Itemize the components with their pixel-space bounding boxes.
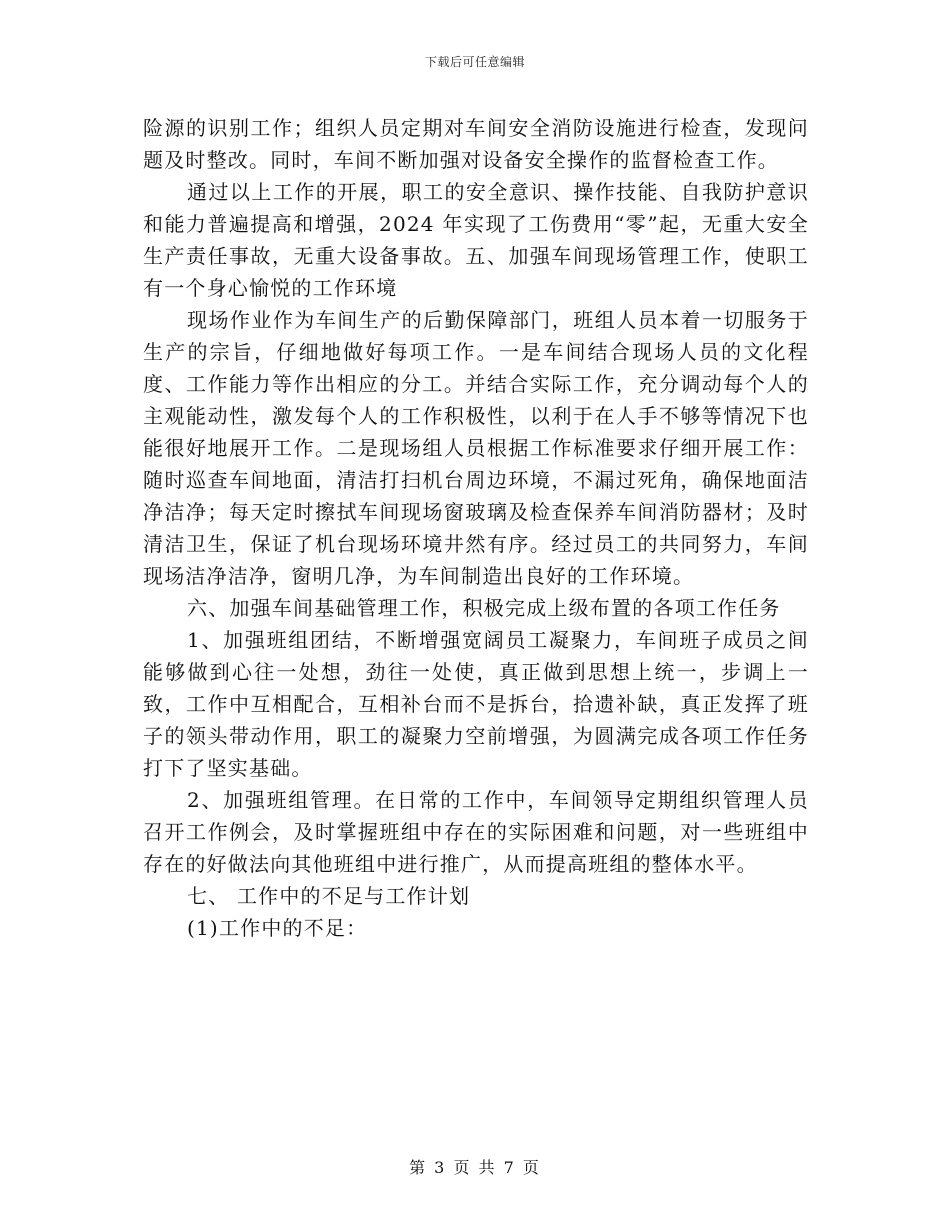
text-line: 任务打下了坚实基础。 bbox=[143, 724, 809, 780]
paragraph-p8 bbox=[143, 912, 809, 944]
text-line: (1)工作中的不足： bbox=[187, 916, 368, 940]
text-line: 召开工作例会，及时掌握班组中存在的实际困难和问题，对一些班组 bbox=[143, 820, 788, 844]
text-line: 六、加强车间基础管理工作，积极完成上级布置的各项工作任务 bbox=[187, 596, 781, 620]
paragraph-p1 bbox=[143, 112, 809, 176]
document-body bbox=[143, 112, 809, 944]
text-line: 问题及时整改。同时，车间不断加强对设备安全操作的监督检查工作。 bbox=[143, 116, 809, 172]
text-line: 现场作业作为车间生产的后勤保障部门，班组人员本着一切服务 bbox=[187, 308, 788, 332]
text-line: 使职工有一个身心愉悦的工作环境 bbox=[143, 244, 809, 300]
text-line: 1、加强班组团结，不断增强宽阔员工凝聚力，车间班子成员之间 bbox=[187, 628, 809, 652]
paragraph-p6 bbox=[143, 784, 809, 880]
paragraph-p4 bbox=[143, 592, 809, 624]
text-line: 中存在的好做法向其他班组中进行推广，从而提高班组的整体水平。 bbox=[143, 820, 809, 876]
text-line: 程度、工作能力等作出相应的分工。并结合实际工作，充分调动每个 bbox=[143, 340, 809, 396]
text-line: 七、 工作中的不足与工作计划 bbox=[187, 884, 471, 908]
text-line: 展工作：随时巡查车间地面，清洁打扫机台周边环境，不漏过死角， bbox=[143, 436, 809, 492]
paragraph-p3 bbox=[143, 304, 809, 592]
text-line: 于生产的宗旨，仔细地做好每项工作。一是车间结合现场人员的文化 bbox=[143, 308, 809, 364]
text-line: 共同努力，车间现场洁净洁净，窗明几净，为车间制造出良好的工作 bbox=[143, 532, 809, 588]
text-line: 安全生产责任事故，无重大设备事故。五、加强车间现场管理工作， bbox=[143, 212, 810, 268]
text-line: 人的主观能动性，激发每个人的工作积极性，以利于在人手不够等情 bbox=[143, 372, 809, 428]
paragraph-p2 bbox=[143, 176, 809, 304]
text-line: 险源的识别工作；组织人员定期对车间安全消防设施进行检查，发现 bbox=[143, 116, 788, 140]
text-line: 况下也能很好地展开工作。二是现场组人员根据工作标准要求仔细开 bbox=[143, 404, 809, 460]
text-line: 识和能力普遍提高和增强，2024 年实现了工伤费用“零”起，无重大 bbox=[143, 180, 809, 236]
text-line: 环境。 bbox=[630, 564, 695, 588]
text-line: 能够做到心往一处想，劲往一处使，真正做到思想上统一，步调上一 bbox=[143, 660, 809, 684]
paragraph-p5 bbox=[143, 624, 809, 784]
page-number-footer: 第 3 页 共 7 页 bbox=[409, 1158, 541, 1177]
text-line: 致，工作中互相配合，互相补台而不是拆台，拾遗补缺，真正发挥了 bbox=[143, 692, 788, 716]
text-line: 班子的领头带动作用，职工的凝聚力空前增强，为圆满完成各项工作 bbox=[143, 692, 809, 748]
text-line: 防器材；及时清洁卫生，保证了机台现场环境井然有序。经过员工的 bbox=[143, 500, 810, 556]
text-line: 确保地面洁净洁净；每天定时擦拭车间现场窗玻璃及检查保养车间消 bbox=[143, 468, 810, 524]
header-note: 下载后可任意编辑 bbox=[424, 55, 525, 69]
text-line: 2、加强班组管理。在日常的工作中，车间领导定期组织管理人员 bbox=[187, 788, 809, 812]
text-line: 通过以上工作的开展，职工的安全意识、操作技能、自我防护意 bbox=[187, 180, 788, 204]
paragraph-p7 bbox=[143, 880, 809, 912]
